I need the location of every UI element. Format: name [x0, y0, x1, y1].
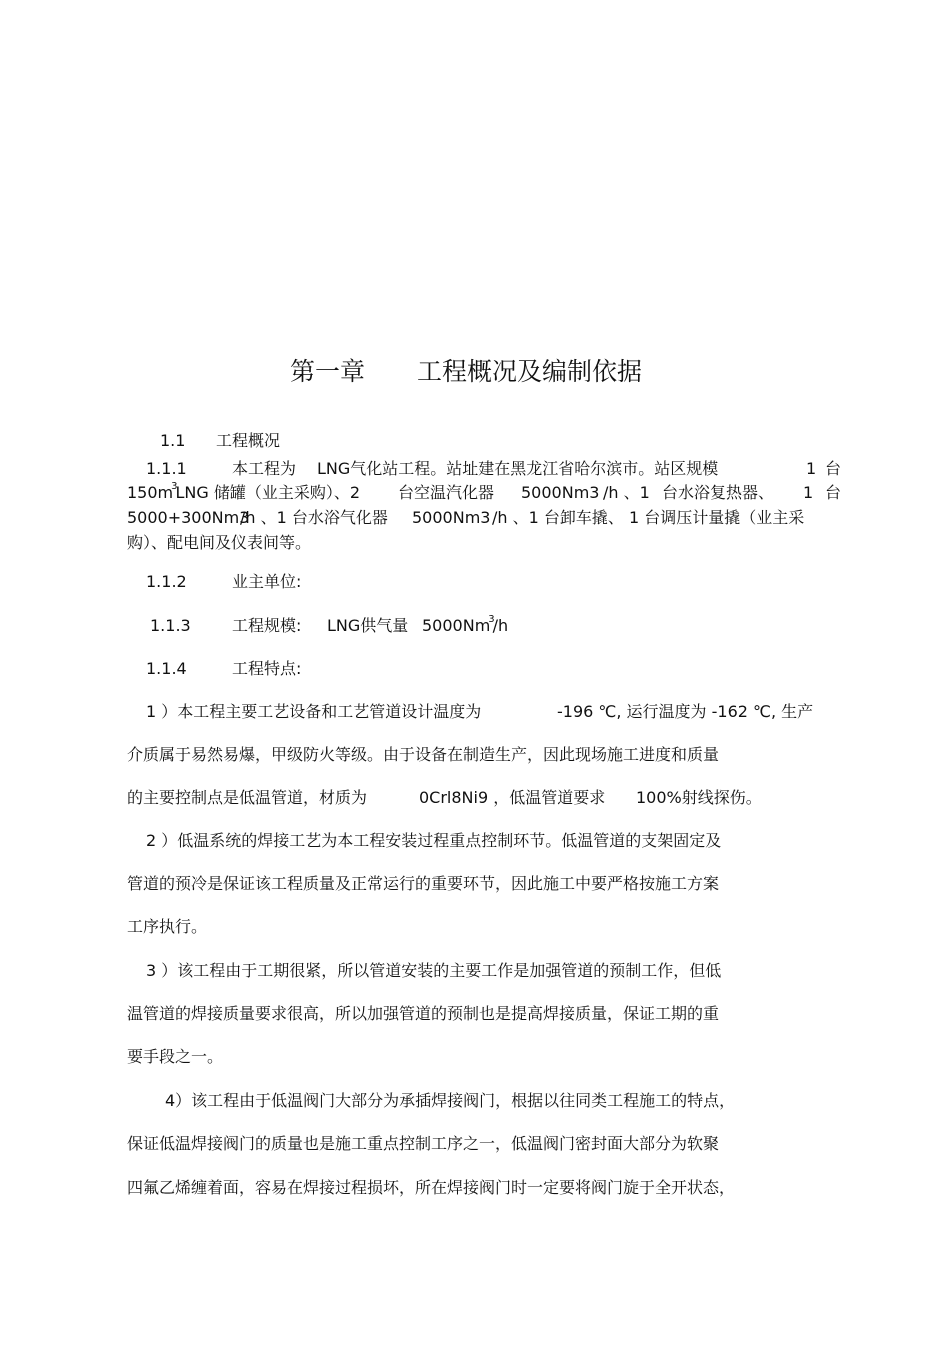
text-line: LNG供气量	[327, 616, 409, 635]
subsection-label: 工程特点:	[232, 659, 302, 678]
text-line: 4）该工程由于低温阀门大部分为承插焊接阀门，根据以往同类工程施工的特点，	[165, 1091, 736, 1110]
text-line: 温管道的焊接质量要求很高，所以加强管道的预制也是提高焊接质量，保证工期的重	[127, 1004, 720, 1023]
text-line: 5000Nm3	[521, 483, 600, 502]
text-line: 四氟乙烯缠着面，容易在焊接过程损坏，所在焊接阀门时一定要将阀门旋于全开状态，	[127, 1178, 736, 1197]
text-line: 2 ）低温系统的焊接工艺为本工程安装过程重点控制环节。低温管道的支架固定及	[146, 831, 722, 850]
text-line: /h 、1 台水浴气化器	[240, 508, 388, 527]
subsection-label: 工程规模:	[232, 616, 302, 635]
text-line: 购）、配电间及仪表间等。	[127, 533, 312, 552]
text-line: -196 ℃, 运行温度为 -162 ℃, 生产	[557, 702, 814, 721]
text-fragment: 150m	[127, 483, 174, 502]
text-line: 台空温汽化器	[398, 483, 495, 502]
text-line: 0Crl8Ni9 ，低温管道要求	[419, 788, 606, 807]
section-heading: 工程概况	[216, 431, 281, 450]
subsection-number: 1.1.2	[146, 572, 187, 591]
text-line: 1	[803, 483, 814, 502]
text-line: 管道的预冷是保证该工程质量及正常运行的重要环节，因此施工中要严格按施工方案	[127, 874, 720, 893]
text-line: /h 、1	[603, 483, 650, 502]
text-line: 介质属于易然易爆，甲级防火等级。由于设备在制造生产，因此现场施工进度和质量	[127, 745, 720, 764]
text-line: 台水浴复热器、	[662, 483, 775, 502]
text-line: 要手段之一。	[127, 1047, 224, 1066]
text-line: 的主要控制点是低温管道，材质为	[127, 788, 368, 807]
text-line: 工序执行。	[127, 917, 208, 936]
text-line: 3 ）该工程由于工期很紧，所以管道安装的主要工作是加强管道的预制工作，但低	[146, 961, 722, 980]
text-line: 100%射线探伤。	[636, 788, 762, 807]
text-line: 保证低温焊接阀门的质量也是施工重点控制工序之一，低温阀门密封面大部分为软聚	[127, 1134, 720, 1153]
text-line: 台	[825, 459, 842, 478]
text-line	[422, 615, 508, 640]
text-fragment: 5000Nm	[422, 616, 491, 635]
subsection-number: 1.1.1	[146, 459, 187, 478]
text-line: 1 ）本工程主要工艺设备和工艺管道设计温度为	[146, 702, 482, 721]
text-line: 5000+300Nm3	[127, 508, 250, 527]
section-number: 1.1	[160, 431, 186, 450]
subsection-number: 1.1.4	[146, 659, 187, 678]
text-line: 5000Nm3	[412, 508, 491, 527]
text-fragment: /h	[492, 616, 509, 635]
subsection-number: 1.1.3	[150, 616, 191, 635]
superscript: 3	[171, 481, 178, 492]
chapter-number: 第一章	[290, 357, 366, 386]
chapter-title	[290, 354, 642, 390]
superscript: 3	[488, 614, 495, 625]
chapter-name: 工程概况及编制依据	[417, 357, 643, 386]
text-line: 台	[825, 483, 842, 502]
text-line	[127, 482, 360, 507]
text-line: /h 、1 台卸车撬、 1 台调压计量撬（业主采	[492, 508, 805, 527]
text-line: 本工程为	[232, 459, 297, 478]
text-fragment: LNG 储罐（业主采购）、2	[175, 483, 361, 502]
subsection-label: 业主单位:	[232, 572, 302, 591]
text-line: 1	[806, 459, 817, 478]
text-line: LNG气化站工程。站址建在黑龙江省哈尔滨市。站区规模	[317, 459, 719, 478]
